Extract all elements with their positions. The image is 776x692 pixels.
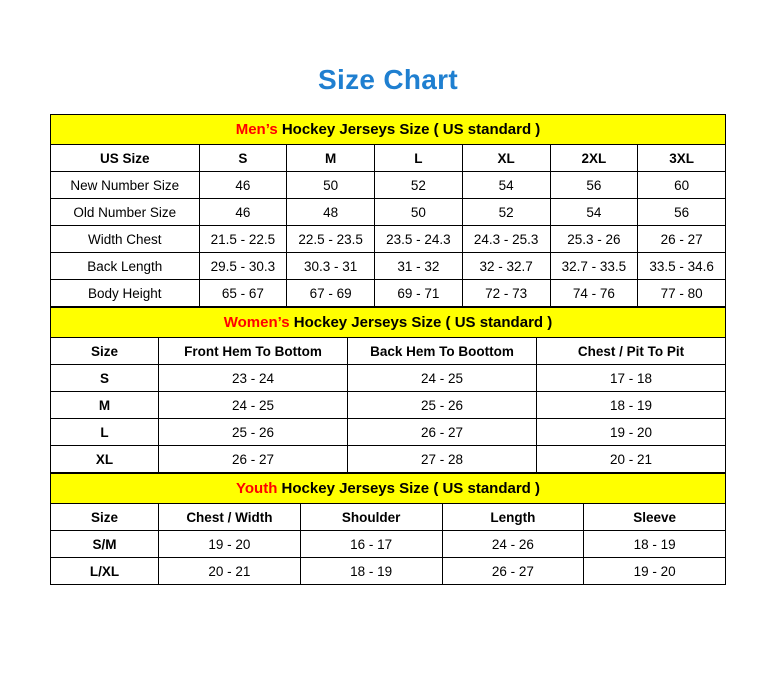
mens-row-2-value-2: 23.5 - 24.3 (375, 226, 463, 253)
youth-header-cell-4: Sleeve (584, 504, 726, 531)
table-row (51, 199, 726, 226)
womens-row-1-value-2: 18 - 19 (537, 392, 726, 419)
table-row (51, 392, 726, 419)
mens-row-3-value-3: 32 - 32.7 (462, 253, 550, 280)
table-row (51, 531, 726, 558)
table-row (51, 280, 726, 307)
youth-header-cell-2: Shoulder (300, 504, 442, 531)
mens-row-0-value-5: 60 (638, 172, 726, 199)
mens-row-3-value-5: 33.5 - 34.6 (638, 253, 726, 280)
mens-row-1-value-2: 50 (375, 199, 463, 226)
womens-row-2-value-0: 25 - 26 (159, 419, 348, 446)
youth-header-cell-1: Chest / Width (159, 504, 301, 531)
youth-row-0-value-3: 18 - 19 (584, 531, 726, 558)
mens-banner-cell (51, 115, 726, 145)
mens-row-2-label: Width Chest (51, 226, 200, 253)
mens-header-cell-5: 2XL (550, 145, 638, 172)
womens-row-0-value-1: 24 - 25 (348, 365, 537, 392)
youth-row-0-value-2: 24 - 26 (442, 531, 584, 558)
mens-row-1-value-3: 52 (462, 199, 550, 226)
table-row (51, 558, 726, 585)
mens-row-2-value-4: 25.3 - 26 (550, 226, 638, 253)
mens-row-2-value-1: 22.5 - 23.5 (287, 226, 375, 253)
mens-row-0-value-3: 54 (462, 172, 550, 199)
youth-banner-accent: Youth (236, 480, 278, 497)
womens-banner-rest: Hockey Jerseys Size ( US standard ) (289, 314, 553, 331)
womens-row-1-value-1: 25 - 26 (348, 392, 537, 419)
womens-row-0-value-0: 23 - 24 (159, 365, 348, 392)
size-tables (50, 114, 726, 585)
youth-header-row (51, 504, 726, 531)
youth-row-0-value-0: 19 - 20 (159, 531, 301, 558)
youth-row-1-value-2: 26 - 27 (442, 558, 584, 585)
mens-row-1-value-4: 54 (550, 199, 638, 226)
mens-header-cell-3: L (375, 145, 463, 172)
mens-row-2-value-5: 26 - 27 (638, 226, 726, 253)
mens-row-0-value-4: 56 (550, 172, 638, 199)
table-row (51, 365, 726, 392)
mens-row-0-value-2: 52 (375, 172, 463, 199)
mens-header-cell-4: XL (462, 145, 550, 172)
youth-banner-cell (51, 474, 726, 504)
mens-row-4-value-4: 74 - 76 (550, 280, 638, 307)
mens-banner-rest: Hockey Jerseys Size ( US standard ) (277, 121, 541, 138)
mens-row-4-value-5: 77 - 80 (638, 280, 726, 307)
mens-row-4-label: Body Height (51, 280, 200, 307)
mens-banner-row (51, 115, 726, 145)
youth-header-cell-3: Length (442, 504, 584, 531)
mens-header-cell-6: 3XL (638, 145, 726, 172)
womens-banner-accent: Women’s (223, 314, 290, 331)
mens-row-3-value-1: 30.3 - 31 (287, 253, 375, 280)
mens-row-1-value-5: 56 (638, 199, 726, 226)
youth-row-1-value-1: 18 - 19 (300, 558, 442, 585)
womens-row-3-value-0: 26 - 27 (159, 446, 348, 473)
mens-row-1-label: Old Number Size (51, 199, 200, 226)
table-row (51, 446, 726, 473)
youth-row-0-label: S/M (51, 531, 159, 558)
table-row (51, 172, 726, 199)
womens-banner-cell (51, 308, 726, 338)
page-title: Size Chart (318, 64, 458, 95)
mens-row-4-value-0: 65 - 67 (199, 280, 287, 307)
womens-header-cell-2: Back Hem To Boottom (348, 338, 537, 365)
mens-size-table (50, 114, 726, 307)
womens-row-3-label: XL (51, 446, 159, 473)
youth-row-1-value-3: 19 - 20 (584, 558, 726, 585)
womens-header-cell-1: Front Hem To Bottom (159, 338, 348, 365)
mens-row-1-value-0: 46 (199, 199, 287, 226)
youth-row-0-value-1: 16 - 17 (300, 531, 442, 558)
mens-header-cell-2: M (287, 145, 375, 172)
table-row (51, 253, 726, 280)
mens-row-4-value-3: 72 - 73 (462, 280, 550, 307)
mens-row-3-value-0: 29.5 - 30.3 (199, 253, 287, 280)
womens-row-1-label: M (51, 392, 159, 419)
youth-banner-row (51, 474, 726, 504)
mens-header-row (51, 145, 726, 172)
mens-row-1-value-1: 48 (287, 199, 375, 226)
mens-row-0-value-1: 50 (287, 172, 375, 199)
womens-row-2-label: L (51, 419, 159, 446)
mens-row-3-label: Back Length (51, 253, 200, 280)
youth-size-table (50, 473, 726, 585)
youth-row-1-value-0: 20 - 21 (159, 558, 301, 585)
table-row (51, 419, 726, 446)
womens-row-3-value-2: 20 - 21 (537, 446, 726, 473)
mens-header-cell-0: US Size (51, 145, 200, 172)
womens-size-table (50, 307, 726, 473)
womens-banner-row (51, 308, 726, 338)
mens-row-0-label: New Number Size (51, 172, 200, 199)
mens-row-0-value-0: 46 (199, 172, 287, 199)
mens-row-2-value-0: 21.5 - 22.5 (199, 226, 287, 253)
womens-row-2-value-1: 26 - 27 (348, 419, 537, 446)
womens-header-cell-0: Size (51, 338, 159, 365)
mens-row-3-value-2: 31 - 32 (375, 253, 463, 280)
youth-banner-rest: Hockey Jerseys Size ( US standard ) (277, 480, 540, 497)
mens-banner-accent: Men’s (235, 121, 278, 138)
womens-row-0-label: S (51, 365, 159, 392)
mens-row-4-value-1: 67 - 69 (287, 280, 375, 307)
youth-header-cell-0: Size (51, 504, 159, 531)
womens-header-cell-3: Chest / Pit To Pit (537, 338, 726, 365)
womens-row-1-value-0: 24 - 25 (159, 392, 348, 419)
mens-row-3-value-4: 32.7 - 33.5 (550, 253, 638, 280)
womens-row-0-value-2: 17 - 18 (537, 365, 726, 392)
mens-header-cell-1: S (199, 145, 287, 172)
youth-row-1-label: L/XL (51, 558, 159, 585)
womens-header-row (51, 338, 726, 365)
mens-row-4-value-2: 69 - 71 (375, 280, 463, 307)
womens-row-3-value-1: 27 - 28 (348, 446, 537, 473)
womens-row-2-value-2: 19 - 20 (537, 419, 726, 446)
table-row (51, 226, 726, 253)
mens-row-2-value-3: 24.3 - 25.3 (462, 226, 550, 253)
